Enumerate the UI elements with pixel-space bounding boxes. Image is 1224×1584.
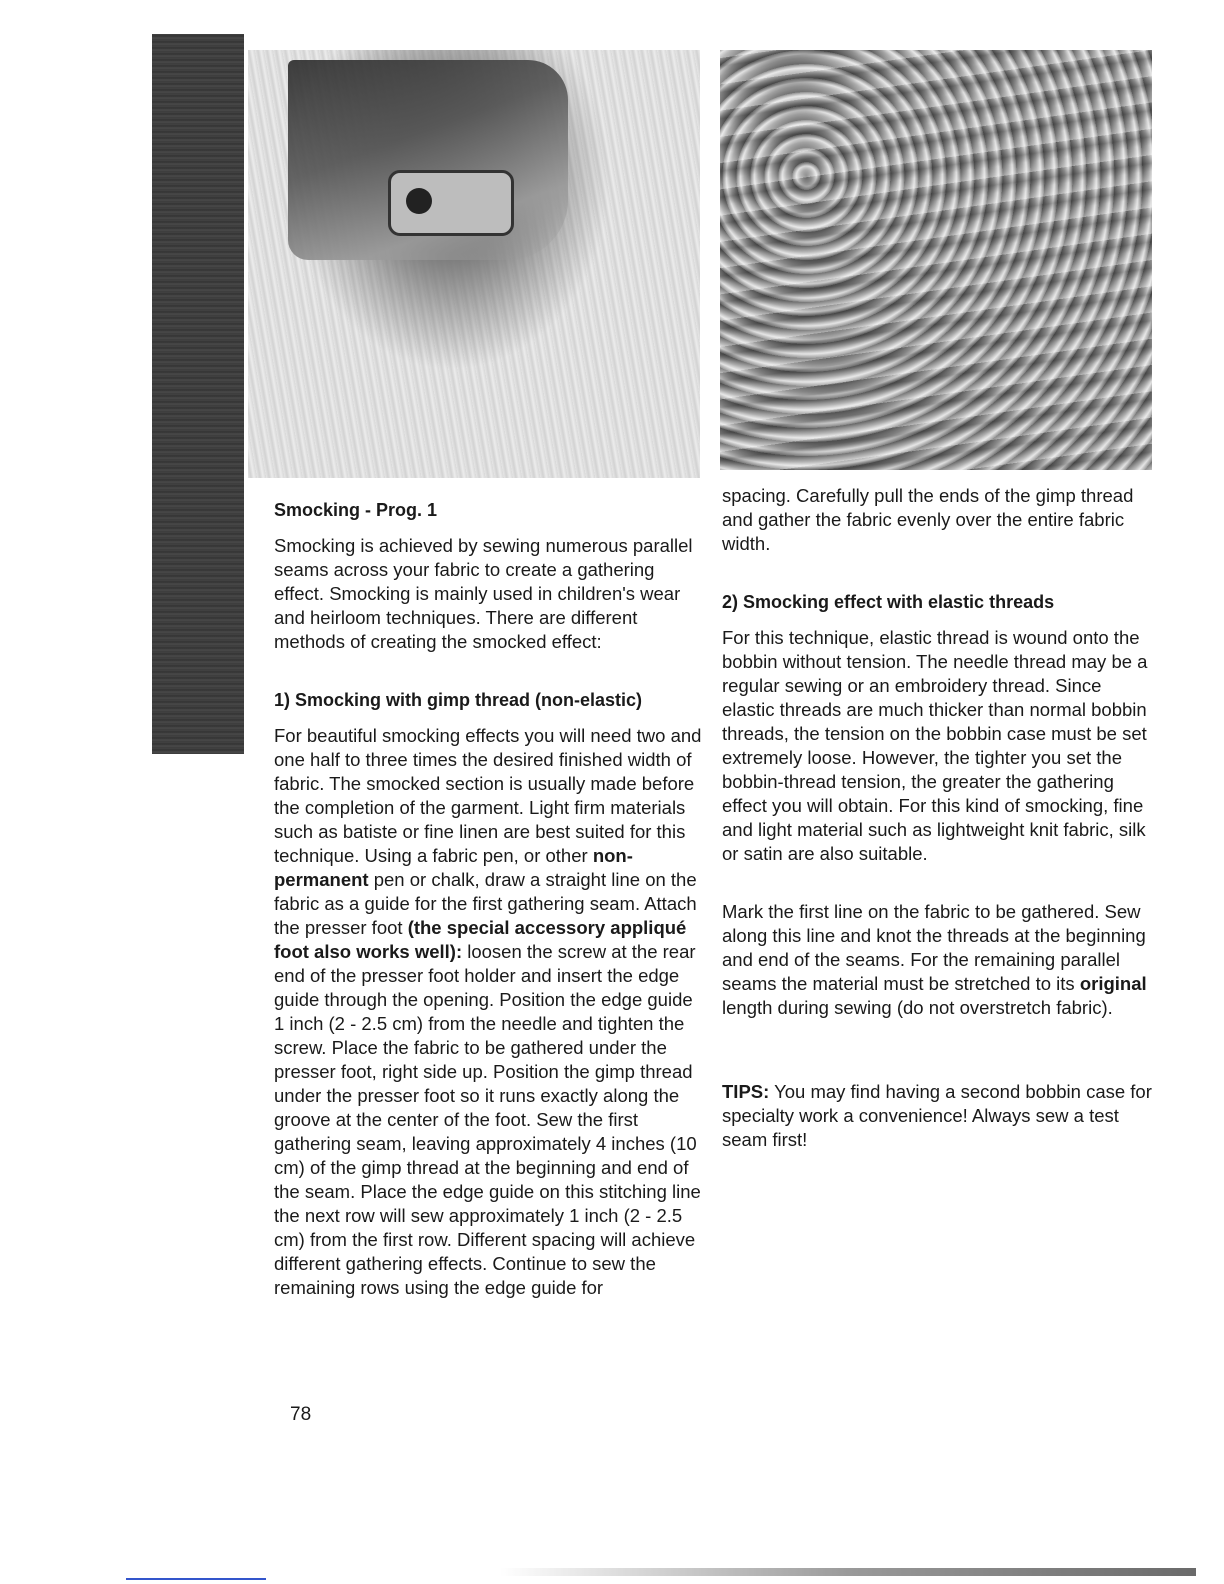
gimp-thread-paragraph: For beautiful smocking effects you will need two and one half to three times the desired finished width of fabric. The smocked section is usually made before the completion of the garment. Light firm materials such as batiste or fine linen are best suited for this technique. Using a fabric pen, or other non-permanent pen or chalk, draw a straight line on the fabric as a guide for the first gathering seam. Attach the presser foot (the special accessory appliqué foot also works well): loosen the screw at the rear end of the presser foot holder and insert the edge guide through the opening. Position the edge guide 1 inch (2 - 2.5 cm) from the needle and tighten the screw. Place the fabric to be gathered under the presser foot, right side up. Position the gimp thread under the presser foot so it runs exactly along the groove at the center of the foot. Sew the first gathering seam, leaving approximately 4 inches (10 cm) of the gimp thread at the beginning and end of the seam. Place the edge guide on this stitching line the next row will sew approximately 1 inch (2 - 2.5 cm) from the first row. Different spacing will achieve different gathering effects. Continue to sew the remaining rows using the edge guide for xyxy=(274,725,702,1298)
decorative-side-bar xyxy=(152,34,244,754)
section-title-elastic-threads: 2) Smocking effect with elastic threads xyxy=(722,592,1055,612)
needle-hole-shape xyxy=(406,188,432,214)
section-title-smocking: Smocking - Prog. 1 xyxy=(274,500,438,520)
continuation-paragraph: spacing. Carefully pull the ends of the gimp thread and gather the fabric evenly over the entire fabric width. xyxy=(722,485,1134,554)
right-text-column xyxy=(722,484,1154,1152)
fabric-ridges-texture xyxy=(720,50,1152,470)
sewing-machine-photo xyxy=(248,50,700,478)
footer-accent-line xyxy=(126,1578,266,1580)
smocked-fabric-photo xyxy=(720,50,1152,470)
mark-line-paragraph: Mark the first line on the fabric to be gathered. Sew along this line and knot the threads at the beginning and end of the seams. For the remaining parallel seams the material must be stretched to its original length during sewing (do not overstretch fabric). xyxy=(722,901,1147,1018)
elastic-threads-paragraph: For this technique, elastic thread is wound onto the bobbin without tension. The needle thread may be a regular sewing or an embroidery thread. Since elastic threads are much thicker than normal bobbin threads, the tension on the bobbin case must be set extremely loose. However, the tighter you set the bobbin-thread tension, the greater the gathering effect you will obtain. For this kind of smocking, fine and light material such as lightweight knit fabric, silk or satin are also suitable. xyxy=(722,627,1148,864)
page-number: 78 xyxy=(290,1404,312,1425)
tips-label: TIPS: xyxy=(722,1081,770,1102)
left-text-column xyxy=(274,498,706,1300)
tips-paragraph: TIPS: You may find having a second bobbin case for specialty work a convenience! Always sew a test seam first! xyxy=(722,1081,1152,1150)
intro-paragraph: Smocking is achieved by sewing numerous parallel seams across your fabric to create a gathering effect. Smocking is mainly used in children's wear and heirloom techniques. There are different methods of creating the smocked effect: xyxy=(274,535,693,652)
section-title-gimp-thread: 1) Smocking with gimp thread (non-elastic) xyxy=(274,690,643,710)
footer-decorative-bar xyxy=(500,1568,1196,1576)
